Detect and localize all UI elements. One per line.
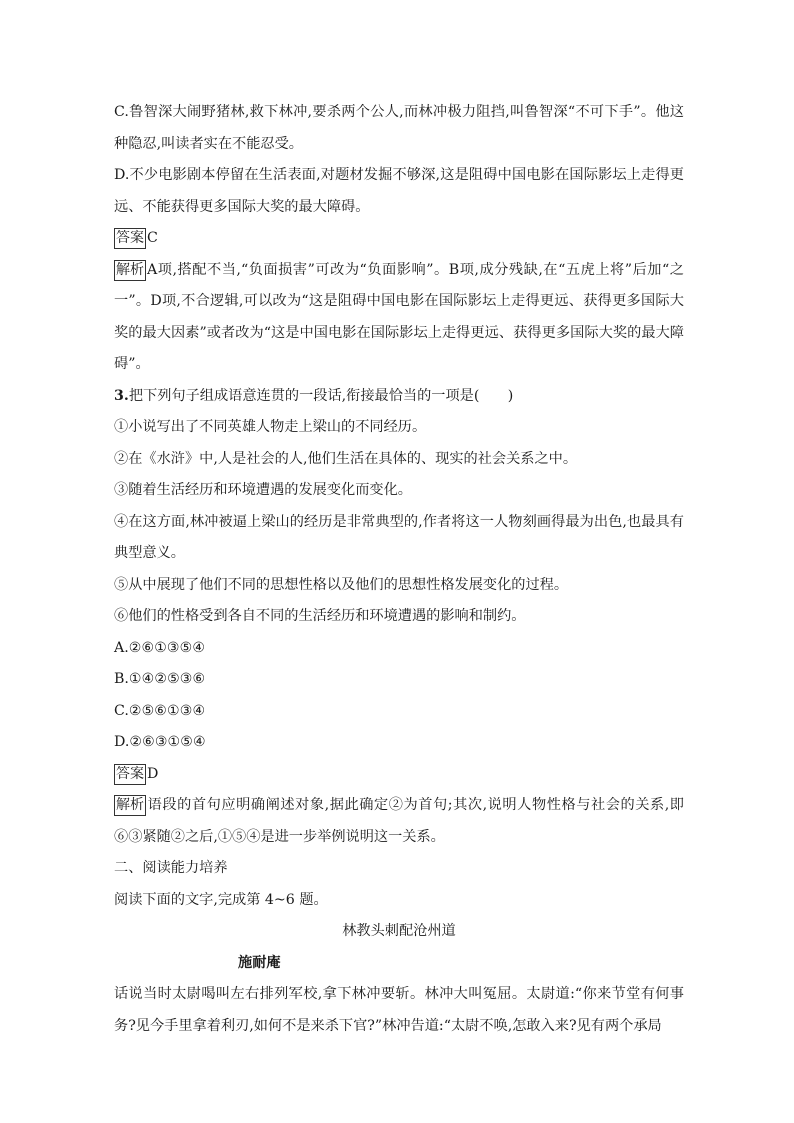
q3-analysis — [114, 790, 684, 853]
question-stem: 把下列句子组成语意连贯的一段话,衔接最恰当的一项是( ) — [128, 387, 514, 404]
option-c: C.②⑤⑥①③④ — [114, 702, 206, 719]
sentence-item: ⑥他们的性格受到各自不同的生活经历和环境遭遇的影响和制约。 — [114, 608, 526, 624]
answer-tag: 答案 — [114, 764, 146, 785]
q3-stem — [114, 381, 684, 413]
q2-analysis — [114, 255, 684, 381]
analysis-tag: 解析 — [114, 260, 146, 281]
analysis-tag: 解析 — [114, 795, 146, 816]
passage-title: 林教头刺配沧州道 — [342, 923, 456, 939]
option-d: D.②⑥③①⑤④ — [114, 734, 206, 750]
analysis-text: 语段的首句应明确阐述对象,据此确定②为首句;其次,说明人物性格与社会的关系,即⑥③紧随②之后,①⑤④是进一步举例说明这一关系。 — [114, 797, 684, 845]
question-number: 3. — [114, 387, 129, 404]
passage-body: 话说当时太尉喝叫左右排列军校,拿下林冲要斩。林冲大叫冤屈。太尉道:“你来节堂有何事务?见今手里拿着利刃,如何不是来杀下官?”林冲告道:“太尉不唤,怎敢入来?见有两个承局 — [114, 986, 684, 1034]
section-heading: 二、阅读能力培养 — [114, 860, 228, 876]
answer-value: D — [147, 765, 159, 782]
sentence-item: ①小说写出了不同英雄人物走上梁山的不同经历。 — [114, 419, 427, 435]
document-page — [114, 97, 684, 1042]
option-c-prev: C.鲁智深大闹野猪林,救下林冲,要杀两个公人,而林冲极力阻挡,叫鲁智深“不可下手”。他这种隐忍,叫读者实在不能忍受。 — [114, 104, 684, 152]
q2-answer — [114, 223, 684, 255]
option-d-prev: D.不少电影剧本停留在生活表面,对题材发掘不够深,这是阻碍中国电影在国际影坛上走得更远、不能获得更多国际大奖的最大障碍。 — [114, 167, 684, 215]
sentence-item: ②在《水浒》中,人是社会的人,他们生活在具体的、现实的社会关系之中。 — [114, 450, 578, 467]
answer-tag: 答案 — [114, 228, 146, 249]
sentence-item: ⑤从中展现了他们不同的思想性格以及他们的思想性格发展变化的过程。 — [114, 576, 569, 593]
option-b: B.①④②⑤③⑥ — [114, 671, 206, 687]
sentence-item: ③随着生活经历和环境遭遇的发展变化而变化。 — [114, 482, 412, 498]
passage-author: 施耐庵 — [238, 954, 281, 971]
reading-instruction: 阅读下面的文字,完成第 4~6 题。 — [114, 891, 328, 908]
sentence-item: ④在这方面,林冲被逼上梁山的经历是非常典型的,作者将这一人物刻画得最为出色,也最具有典型意义。 — [114, 513, 684, 561]
q3-answer — [114, 759, 684, 791]
analysis-text: A项,搭配不当,“负面损害”可改为“负面影响”。B项,成分残缺,在“五虎上将”后加“之一”。D项,不合逻辑,可以改为“这是阻碍中国电影在国际影坛上走得更远、获得更多国际大奖的最大因素”或者改为“这是中国电影在国际影坛上走得更远、获得更多国际大奖的最大障碍”。 — [114, 261, 684, 372]
answer-value: C — [147, 230, 158, 246]
option-a: A.②⑥①③⑤④ — [114, 639, 206, 656]
